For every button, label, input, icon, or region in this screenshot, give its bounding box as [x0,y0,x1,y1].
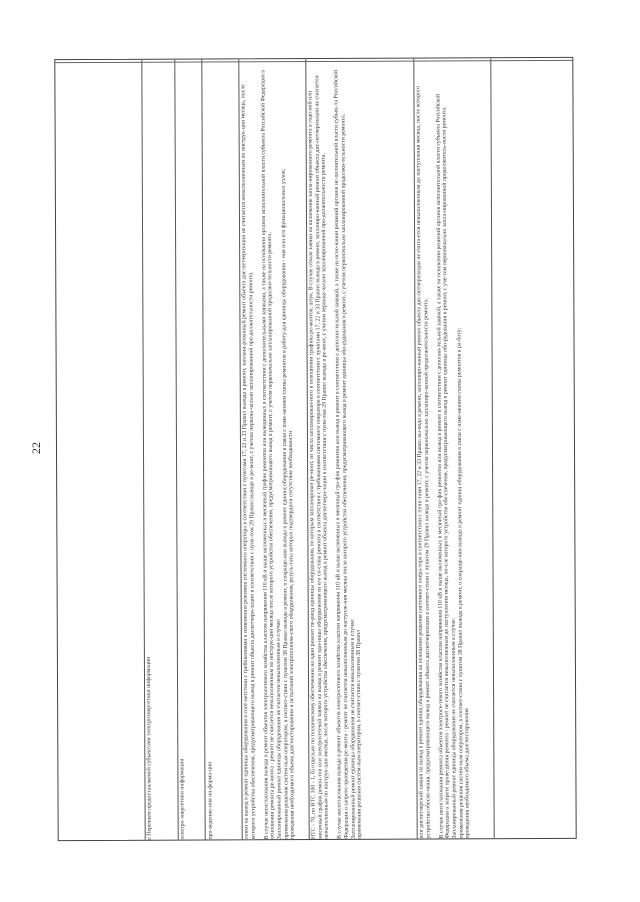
column-1-header: с Перечнем предоставляемой субъектами электроэнергетики информации [145,656,153,840]
column-2-cell [174,59,204,841]
column-7-cell [490,58,577,840]
column-4-text: ловки на вывод в ремонт единицы оборудования в соот-ветствии с требованиями к изменению режимов системного оператора в соответствии с пунктами 17, 22 и 33 Правил вывода в ремонт, заплани-рованный ремонт объекта дис-петчеризации не считается невыполненным по инструк-ции месяца, после которого устройства обеспечения, предусматривающего вывод в ремонт объекта диспетчери-зации в соответствии с пунк-том 29 Правил вывода в ре-монт, с учетом первона-чально запланированной про-должительности ремонта. В случае несогласования вывода в ремонт объектов электросетевого хозяйства классом напряжения 110 кВ и выше включенных в месячный график ремонтов или выведенных в соответствии с дополнительными заявками, а также на основании органов исполнительной власти субъекта Российской Федерации в отношении ремонта ре-монта - ремонт не считается невыполненным по инструк-ции месяца после которого устройства обеспечения, предусматривающего вывод в ремонт, с учетом первоначально запланированной продолжи-тельности ремонта. Запланированный ремонт единицы оборудования не считается невыполненным в случае: применения решения систем-ным оператором, в соответ-ствии с пунктом 38 Правил вывода в ремонт, о сокраще-нии вывода в ремонт единиц оборудования в связи с изме-нением схемы ремонтов в работу-для единицы оборудования - ния или его функциональных узлов; проведения необходимого объема диагностирования и испытаний электротехниче-ского оборудования, резуль-таты которых подтвердили отсутствие необходимости [240,68,296,840]
column-6-text: или диспетчерский заявки на вывод в ремонт единиц оборудования на основании решения системного опера-тора в соответствии с пунк-тами 17, 22 и 33 Правил вы-вода в ремонт, запланиро-ванный ремонт объекта дис-петчеризации не счита-ется невыполненным до наступления месяца, после которого устройства обеспе-чения, предусматривающего вывод в ремонт объекта диспетчеризации в соответ-ствии с пунктом 29 Правил вывода в ремонт, с учетом первоначально запланиро-ванной продолжительности ремонта. В случае несогласования ремонта объектов электросе-тевого хозяйства классом напряжения 110 кВ и выше включенных в месячный гра-фик ремонтов или вывод в ремонт в соответствии с дополни-тельной заявкой, а также на основании решений органов исполнительной власти субъекта Российской Федерации о запрете прове-дения ремонта - ремонт не считается невыполненным до наступления месяца, по-сле которого устройства обе-спечения, предусматривающего вывод в ремонт единицы обо-рудования в ремонт, с уче-том первоначально запла-нированной продолжитель-ности ремонта. Запланированный ремонт единицы оборудования не считается невыполненным в случае: применения решения систем-ным оператором, в соответ-ствии с пунктом 38 Правил вывода в ремонт, о сокраще-нии вывода в ремонт единиц оборудования в связи с изме-нением схемы ремонтов в ра-боту; проведения необходимого объема диагностирования [415,84,471,839]
column-4-cell [238,59,308,841]
column-2-header: электро-энергетики информации [179,758,186,840]
ocr-table [54,57,576,841]
page-number: 22 [29,442,43,454]
column-6-cell [413,58,493,840]
column-3-header: про-ведение-ния ин-форма-ции [207,761,214,840]
column-1-cell [141,60,177,842]
column-3-cell [201,59,241,841]
column-5-cell [305,59,416,841]
document-sheet [54,57,576,841]
column-5-text: НТС - 70, по НТС 100 - 1, б) отдельно по техническому обеспечению на одни ремонт пе-риод единицы оборудования, по которым запланирован ре-монт, из числа запланирован-ного в отношении графика ре-монтов, штук. В случае отказа заявки на включение запла-нированного ремонта в годо-вой или месячный график ремон-тов или электросетевой заявки на вывод в ремонт еди-ницы оборудования из его со-става ремонта в соответствии с требованиями системного оператора в соответствии с пунктами 17, 22 и 33 Правил вывода в ремонт, запланиро-ванный ремонт объекта дис-петчеризации не считается невыполненным по инструк-ции месяца, после которого устройства обеспечения, предусматривающего вывод в ремонт объекта диспетчери-зации в соответствии с пунк-том 29 Правил вывода в ре-монт, с учетом первона-чально запланированной про-должительности ремонта. В случае несогласования вывода в ремонт объектов электросетевого хозяйства классом напряжения 110 кВ и выше включенных в месячный гра-фик ремонтов или вывод в ремонт в соответствии с дополни-тельной заявкой, а также на осно-вании решений органов ис-полнительной власти субъек-та Российской Федерации о запрете проведения ре-монта - ремонт не считается невыполненным до наступле-ния месяца после которого устройства обеспечения, предусматривающего вывод в ремонт единицы обо-рудования в ремонт, с учетом первоначально запланированной продолжи-тельности ремонта. Запланированный ремонт единицы оборудования не считается невыполненным в случае: применения решения систем-ным оператором, в соответ-ствии с пунктом 38 Правил [307,68,363,840]
